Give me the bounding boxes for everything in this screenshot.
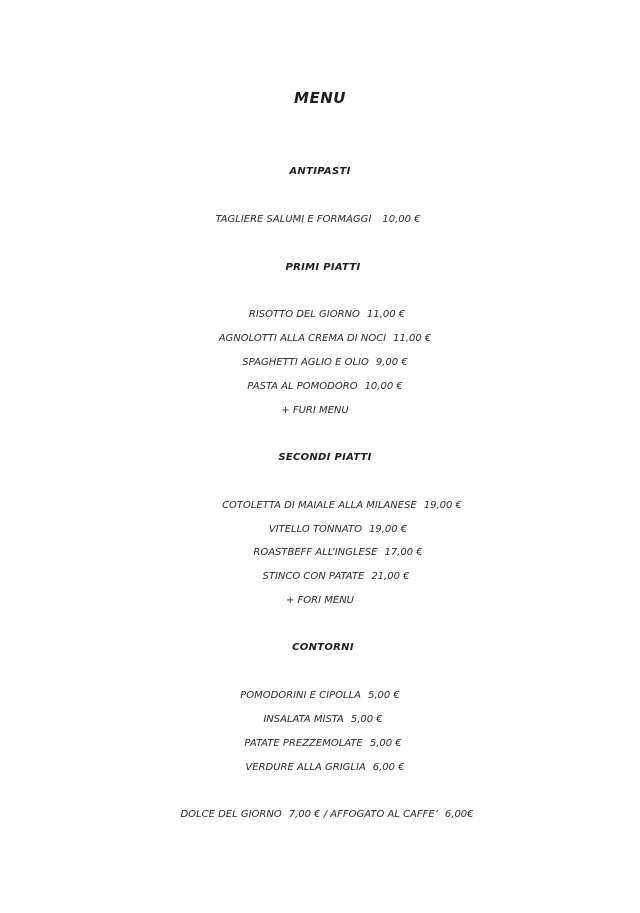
dessert-price-2: 6,00€	[444, 809, 474, 820]
menu-item-name: + FORI MENU	[285, 595, 354, 606]
menu-item	[5, 358, 640, 368]
menu-item-name: PASTA AL POMODORO	[247, 381, 358, 392]
page-title: MENU	[294, 89, 346, 107]
menu-item-name: INSALATA MISTA	[263, 714, 344, 725]
dessert-name: DOLCE DEL GIORNO	[180, 809, 282, 820]
menu-item-price: 17,00 €	[384, 547, 423, 558]
menu-item	[5, 382, 640, 392]
dessert-line	[7, 810, 640, 820]
menu-item	[5, 334, 640, 344]
menu-item-price: 19,00 €	[368, 524, 408, 535]
menu-item	[5, 763, 640, 773]
menu-item-name: + FURI MENU	[281, 405, 349, 416]
menu-item	[3, 715, 640, 725]
menu-item-name: TAGLIERE SALUMI E FORMAGGI	[215, 214, 372, 225]
menu-item	[0, 215, 638, 225]
menu-item	[3, 739, 640, 749]
section-heading-primi-piatti: PRIMI PIATTI	[285, 262, 361, 273]
menu-item	[18, 548, 640, 558]
menu-item-price: 21,00 €	[371, 571, 410, 582]
menu-item-name: VERDURE ALLA GRIGLIA	[245, 762, 366, 773]
menu-item-price: 19,00 €	[423, 500, 462, 511]
menu-item-price: 11,00 €	[366, 309, 406, 320]
menu-item-name: AGNOLOTTI ALLA CREMA DI NOCI	[218, 333, 387, 344]
dessert-price: 7,00 € / AFFOGATO AL CAFFE’	[288, 809, 438, 820]
menu-item-name: PATATE PREZZEMOLATE	[244, 738, 363, 749]
menu-item-name: COTOLETTA DI MAIALE ALLA MILANESE	[222, 500, 417, 511]
menu-item-name: SPAGHETTI AGLIO E OLIO	[242, 357, 369, 368]
menu-item	[22, 501, 640, 511]
menu-item-name: VITELLO TONNATO	[268, 524, 362, 535]
menu-item	[0, 691, 640, 701]
menu-item-price: 5,00 €	[350, 714, 383, 725]
menu-item-price: 11,00 €	[393, 333, 432, 344]
menu-item	[18, 525, 640, 535]
menu-item	[16, 572, 640, 582]
menu-item-name: RISOTTO DEL GIORNO	[248, 309, 360, 320]
menu-item-price: 5,00 €	[367, 690, 400, 701]
menu-item	[0, 406, 635, 416]
menu-item-name: STINCO CON PATATE	[262, 571, 365, 582]
menu-item-name: POMODORINI E CIPOLLA	[240, 690, 361, 701]
menu-item-price: 9,00 €	[375, 357, 408, 368]
menu-item-price: 5,00 €	[369, 738, 402, 749]
section-heading-antipasti: ANTIPASTI	[289, 166, 351, 177]
menu-item-price: 6,00 €	[372, 762, 405, 773]
menu-item	[7, 310, 640, 320]
section-heading-contorni: CONTORNI	[292, 642, 354, 653]
section-heading-secondi-piatti: SECONDI PIATTI	[278, 452, 372, 463]
menu-item-price: 10,00 €	[364, 381, 403, 392]
menu-item-name: ROASTBEFF ALL’INGLESE	[253, 547, 378, 558]
menu-item-price: 10,00 €	[382, 214, 421, 225]
menu-item	[0, 596, 640, 606]
